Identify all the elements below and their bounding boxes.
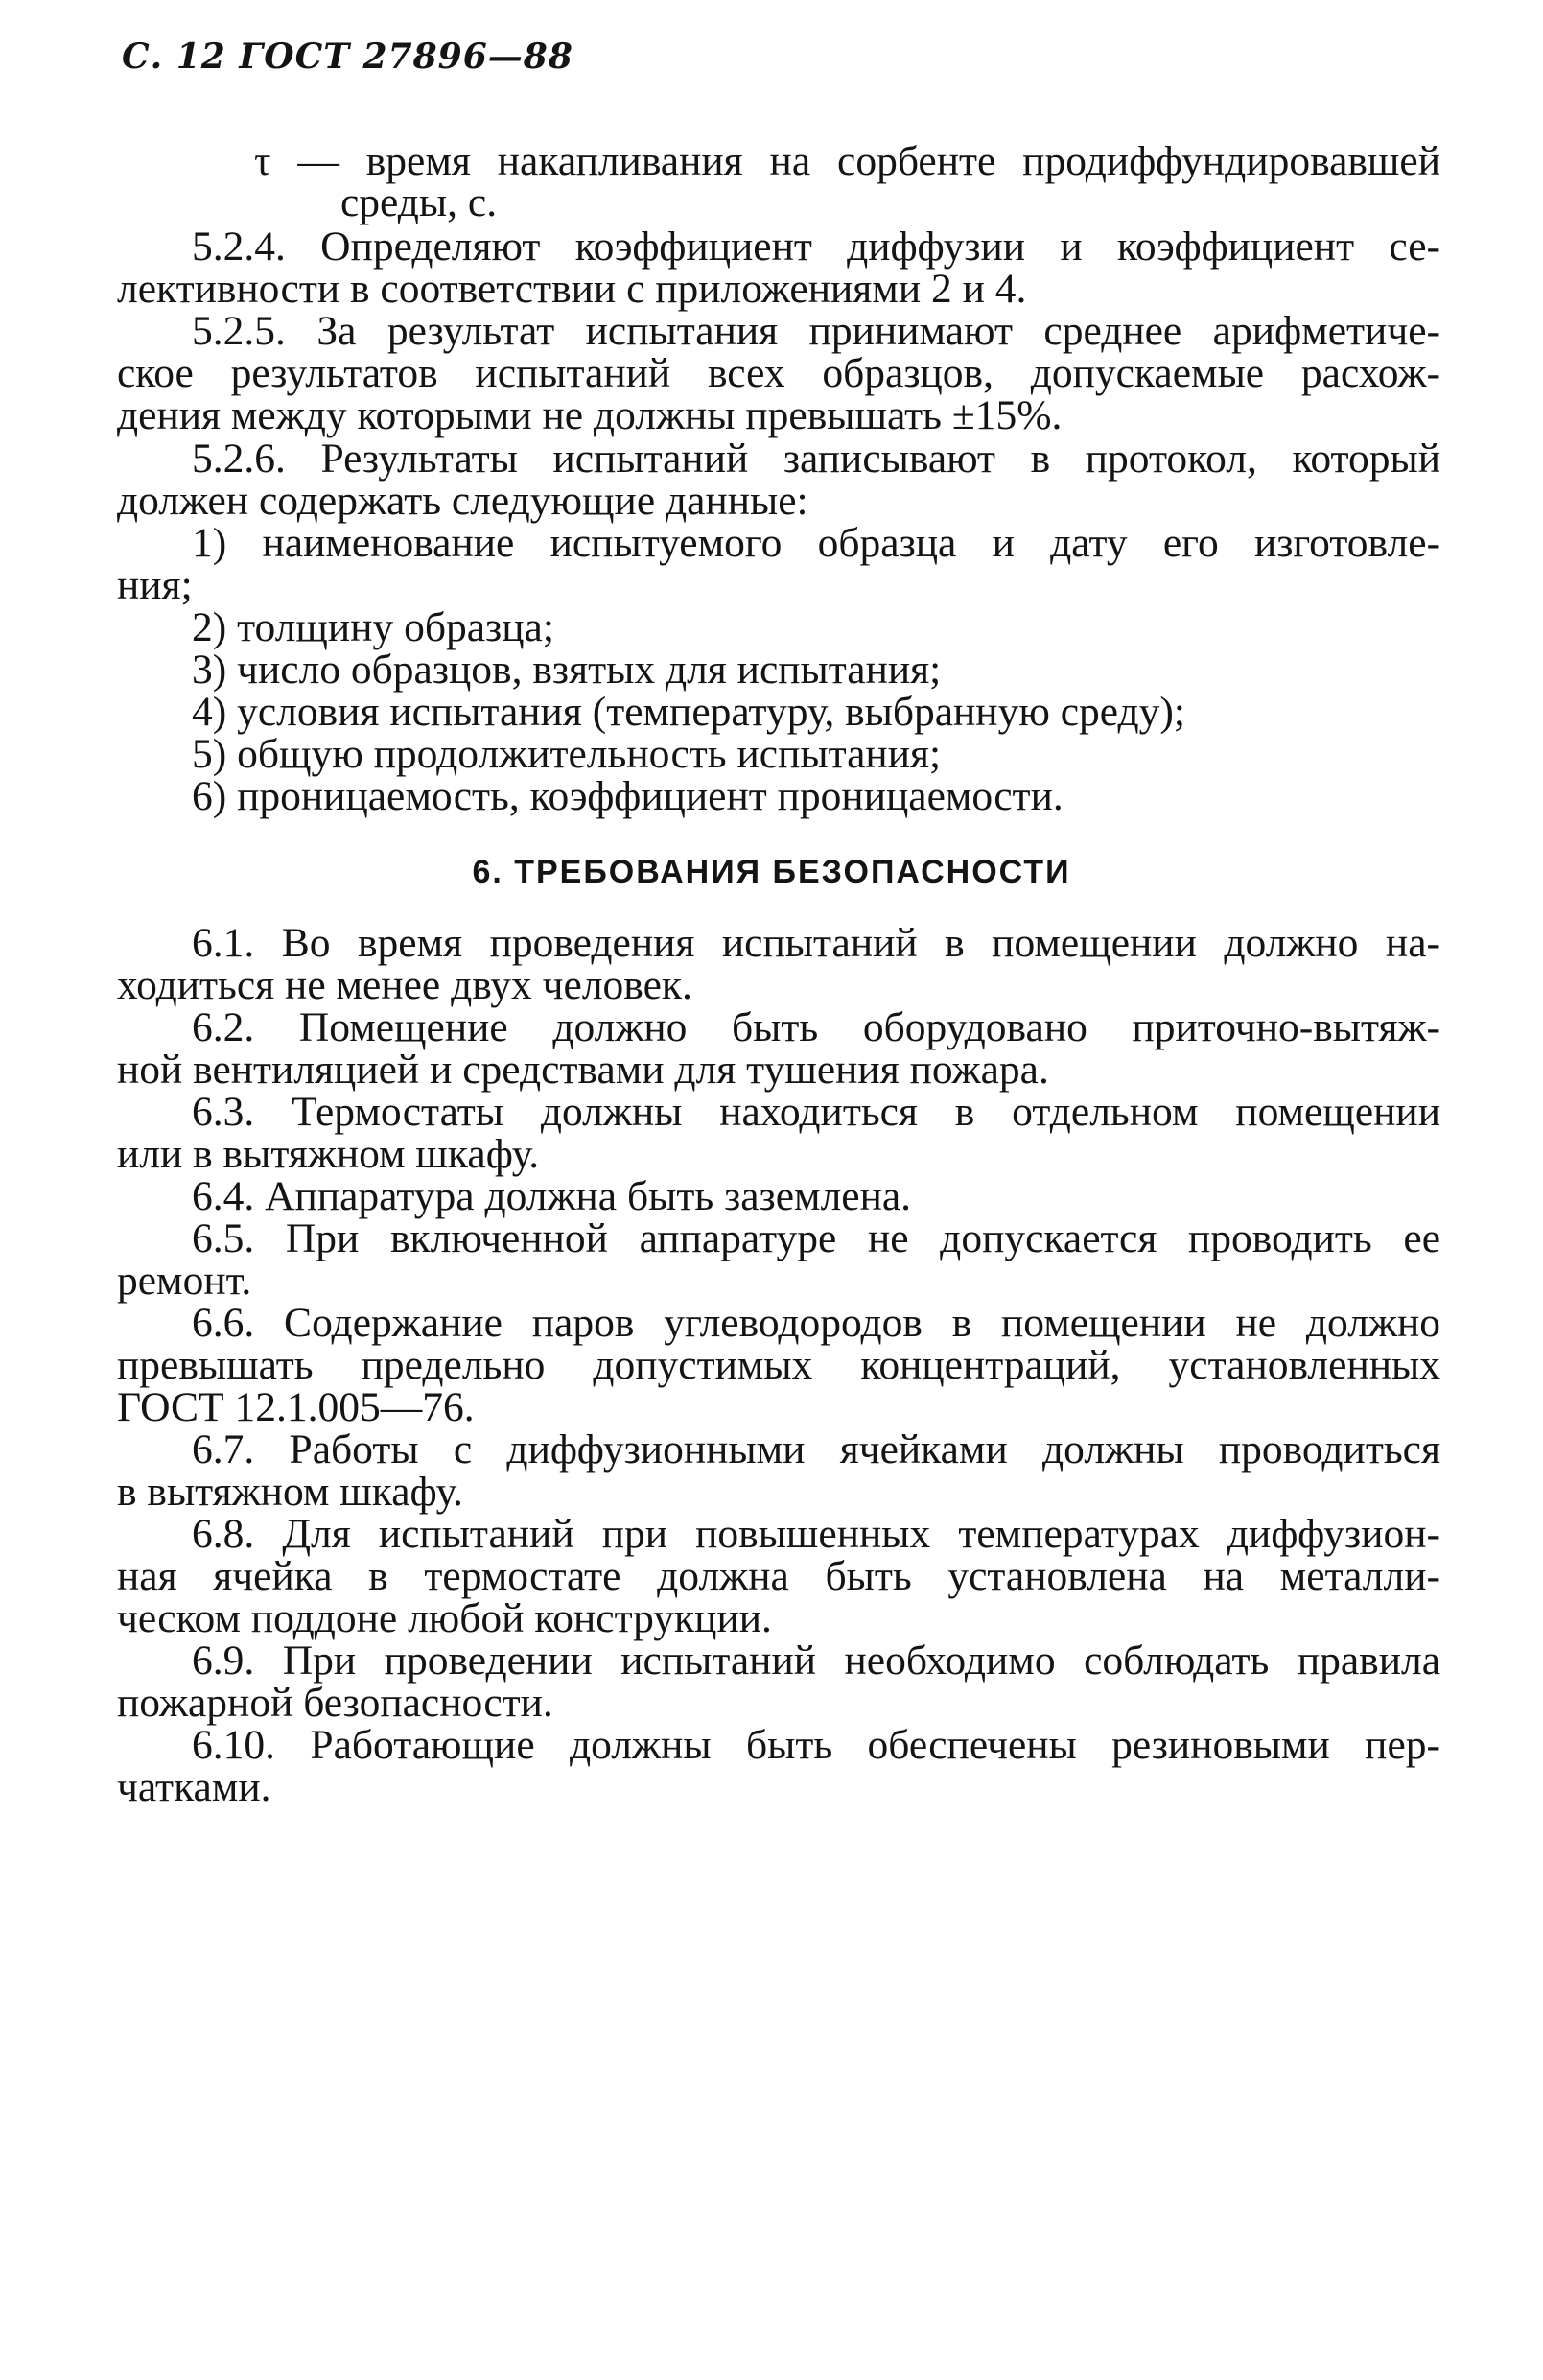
clause-6-1-line-1: 6.1. Во время проведения испытаний в помещении должно на-	[192, 920, 1440, 966]
clause-6-5-line-2: ремонт.	[117, 1258, 252, 1304]
tau-definition-line-2: среды, с.	[340, 179, 498, 225]
clause-6-2-line-1: 6.2. Помещение должно быть оборудовано приточно-вытяж-	[192, 1004, 1440, 1050]
list-item-4: 4) условия испытания (температуру, выбранную среду);	[192, 689, 1185, 735]
clause-6-1-line-2: ходиться не менее двух человек.	[117, 962, 692, 1008]
clause-5-2-6-line-2: должен содержать следующие данные:	[117, 478, 808, 524]
clause-5-2-5-line-2: ское результатов испытаний всех образцов, допускаемые расхож-	[117, 350, 1440, 396]
list-item-6: 6) проницаемость, коэффициент проницаемости.	[192, 773, 1064, 819]
list-item-2: 2) толщину образца;	[192, 604, 554, 650]
clause-6-8-line-1: 6.8. Для испытаний при повышенных температурах диффузион-	[192, 1511, 1440, 1557]
clause-6-3-line-1: 6.3. Термостаты должны находиться в отдельном помещении	[192, 1089, 1440, 1135]
list-item-5: 5) общую продолжительность испытания;	[192, 731, 942, 777]
clause-6-6-line-3: ГОСТ 12.1.005—76.	[117, 1384, 475, 1430]
clause-6-4: 6.4. Аппаратура должна быть заземлена.	[192, 1173, 912, 1219]
clause-6-10-line-1: 6.10. Работающие должны быть обеспечены резиновыми пер-	[192, 1722, 1440, 1768]
clause-5-2-6-line-1: 5.2.6. Результаты испытаний записывают в протокол, который	[192, 436, 1440, 482]
clause-6-6-line-1: 6.6. Содержание паров углеводородов в помещении не должно	[192, 1300, 1440, 1346]
clause-5-2-5-line-3: дения между которыми не должны превышать ±15%.	[117, 392, 1063, 438]
list-item-1-line-2: ния;	[117, 562, 193, 608]
clause-5-2-4-line-2: лективности в соответствии с приложениями 2 и 4.	[117, 266, 1027, 312]
section-6-title: 6. ТРЕБОВАНИЯ БЕЗОПАСНОСТИ	[472, 854, 1071, 890]
clause-6-2-line-2: ной вентиляцией и средствами для тушения пожара.	[117, 1047, 1049, 1093]
clause-5-2-5-line-1: 5.2.5. За результат испытания принимают среднее арифметиче-	[192, 308, 1440, 354]
clause-6-7-line-1: 6.7. Работы с диффузионными ячейками должны проводиться	[192, 1426, 1440, 1473]
clause-6-9-line-2: пожарной безопасности.	[117, 1680, 553, 1726]
clause-6-3-line-2: или в вытяжном шкафу.	[117, 1131, 540, 1177]
clause-5-2-4-line-1: 5.2.4. Определяют коэффициент диффузии и коэффициент се-	[192, 224, 1440, 270]
clause-6-8-line-3: ческом поддоне любой конструкции.	[117, 1595, 772, 1641]
page-header: С. 12 ГОСТ 27896—88	[122, 36, 573, 77]
clause-6-10-line-2: чатками.	[117, 1764, 271, 1810]
clause-6-5-line-1: 6.5. При включенной аппаратуре не допускается проводить ее	[192, 1215, 1440, 1261]
clause-6-7-line-2: в вытяжном шкафу.	[117, 1469, 463, 1515]
clause-6-8-line-2: ная ячейка в термостате должна быть установлена на металли-	[117, 1553, 1440, 1599]
clause-6-9-line-1: 6.9. При проведении испытаний необходимо соблюдать правила	[192, 1638, 1440, 1684]
list-item-1-line-1: 1) наименование испытуемого образца и дату его изготовле-	[192, 520, 1440, 566]
tau-definition-line-1: τ — время накапливания на сорбенте продиффундировавшей	[254, 138, 1440, 184]
list-item-3: 3) число образцов, взятых для испытания;	[192, 647, 942, 693]
clause-6-6-line-2: превышать предельно допустимых концентраций, установленных	[117, 1342, 1440, 1388]
